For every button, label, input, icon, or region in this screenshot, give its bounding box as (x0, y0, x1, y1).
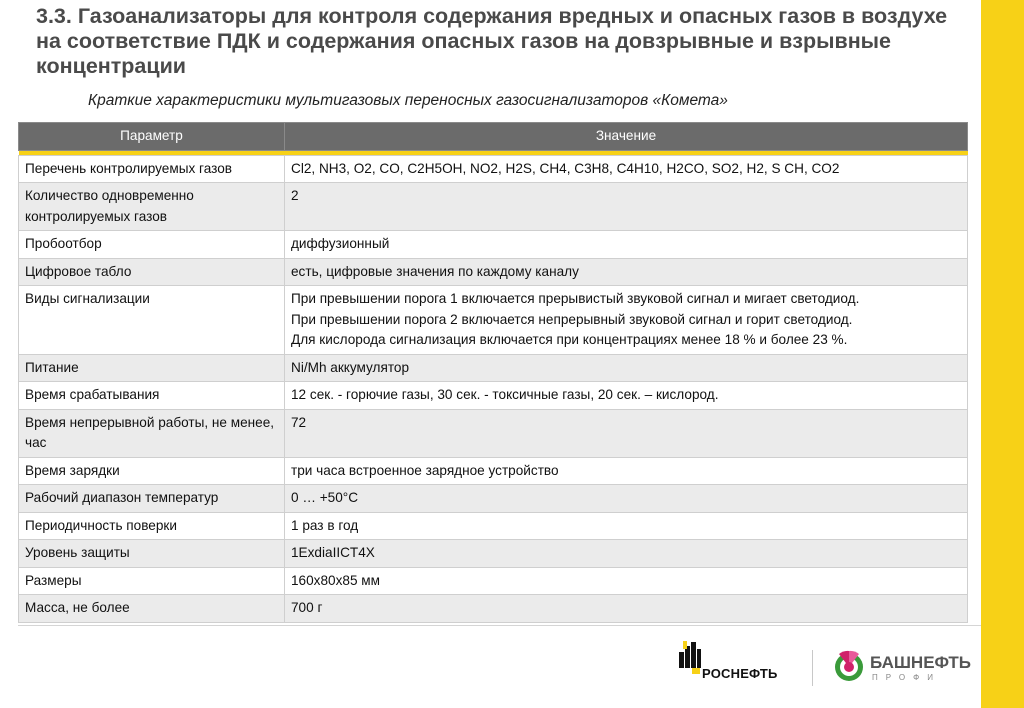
accent-side-bar (981, 0, 1024, 708)
logo-divider (812, 650, 813, 686)
table-row (19, 382, 968, 410)
bashneft-wordmark: БАШНЕФТЬ (870, 653, 972, 672)
value-cell: 0 … +50°С (285, 485, 968, 513)
column-header-parameter: Параметр (19, 123, 285, 151)
rosneft-logo (676, 640, 798, 686)
value-cell: 1ExdiaIICT4X (285, 540, 968, 568)
value-cell: 72 (285, 409, 968, 457)
param-cell: Время непрерывной работы, не менее, час (19, 409, 285, 457)
value-cell: Ni/Mh аккумулятор (285, 354, 968, 382)
alarm-line: При превышении порога 2 включается непрерывный звуковой сигнал и горит светодиод. (291, 311, 853, 327)
param-cell: Время зарядки (19, 457, 285, 485)
bashneft-mark-icon (832, 648, 866, 682)
value-cell: три часа встроенное зарядное устройство (285, 457, 968, 485)
table-row (19, 231, 968, 259)
value-cell: 12 сек. - горючие газы, 30 сек. - токсичные газы, 20 сек. – кислород. (285, 382, 968, 410)
value-cell: 700 г (285, 595, 968, 623)
param-cell: Виды сигнализации (19, 286, 285, 355)
param-cell: Количество одновременно контролируемых газов (19, 183, 285, 231)
table-row (19, 183, 968, 231)
value-cell: Cl2, NH3, O2, CO, C2H5OH, NO2, H2S, CH4, C3H8, C4H10, H2CO, SO2, H2, S CH, CO2 (285, 155, 968, 183)
param-cell: Размеры (19, 567, 285, 595)
table-row (19, 512, 968, 540)
table-row (19, 457, 968, 485)
table-caption: Краткие характеристики мультигазовых переносных газосигнализаторов «Комета» (88, 92, 728, 109)
spec-table (18, 122, 968, 623)
param-cell: Пробоотбор (19, 231, 285, 259)
table-row (19, 155, 968, 183)
page-title: 3.3. Газоанализаторы для контроля содержания вредных и опасных газов в воздухе на соответствие ПДК и содержания опасных газов на довзрывные и взрывные концентрации (36, 4, 948, 78)
column-header-value: Значение (285, 123, 968, 151)
footer-divider (18, 625, 981, 626)
param-cell: Перечень контролируемых газов (19, 155, 285, 183)
bashneft-subtitle: ПРОФИ (872, 673, 941, 682)
param-cell: Рабочий диапазон температур (19, 485, 285, 513)
param-cell: Периодичность поверки (19, 512, 285, 540)
param-cell: Цифровое табло (19, 258, 285, 286)
table-row (19, 540, 968, 568)
table-row (19, 567, 968, 595)
alarm-line: Для кислорода сигнализация включается при концентрациях менее 18 % и более 23 %. (291, 332, 848, 347)
bashneft-logo (832, 648, 972, 690)
param-cell: Уровень защиты (19, 540, 285, 568)
table-row (19, 354, 968, 382)
table-header-row (19, 123, 968, 151)
table-row (19, 409, 968, 457)
rosneft-mark-icon (678, 640, 702, 676)
table-row (19, 286, 968, 355)
value-cell: есть, цифровые значения по каждому каналу (285, 258, 968, 286)
value-cell: 160x80x85 мм (285, 567, 968, 595)
rosneft-wordmark: РОСНЕФТЬ (702, 666, 778, 681)
value-cell: 1 раз в год (285, 512, 968, 540)
table-row (19, 258, 968, 286)
value-cell (285, 286, 968, 355)
value-cell: 2 (285, 183, 968, 231)
value-cell: диффузионный (285, 231, 968, 259)
alarm-line: При превышении порога 1 включается прерывистый звуковой сигнал и мигает светодиод. (291, 291, 860, 306)
table-row (19, 595, 968, 623)
param-cell: Питание (19, 354, 285, 382)
table-row (19, 485, 968, 513)
param-cell: Масса, не более (19, 595, 285, 623)
param-cell: Время срабатывания (19, 382, 285, 410)
